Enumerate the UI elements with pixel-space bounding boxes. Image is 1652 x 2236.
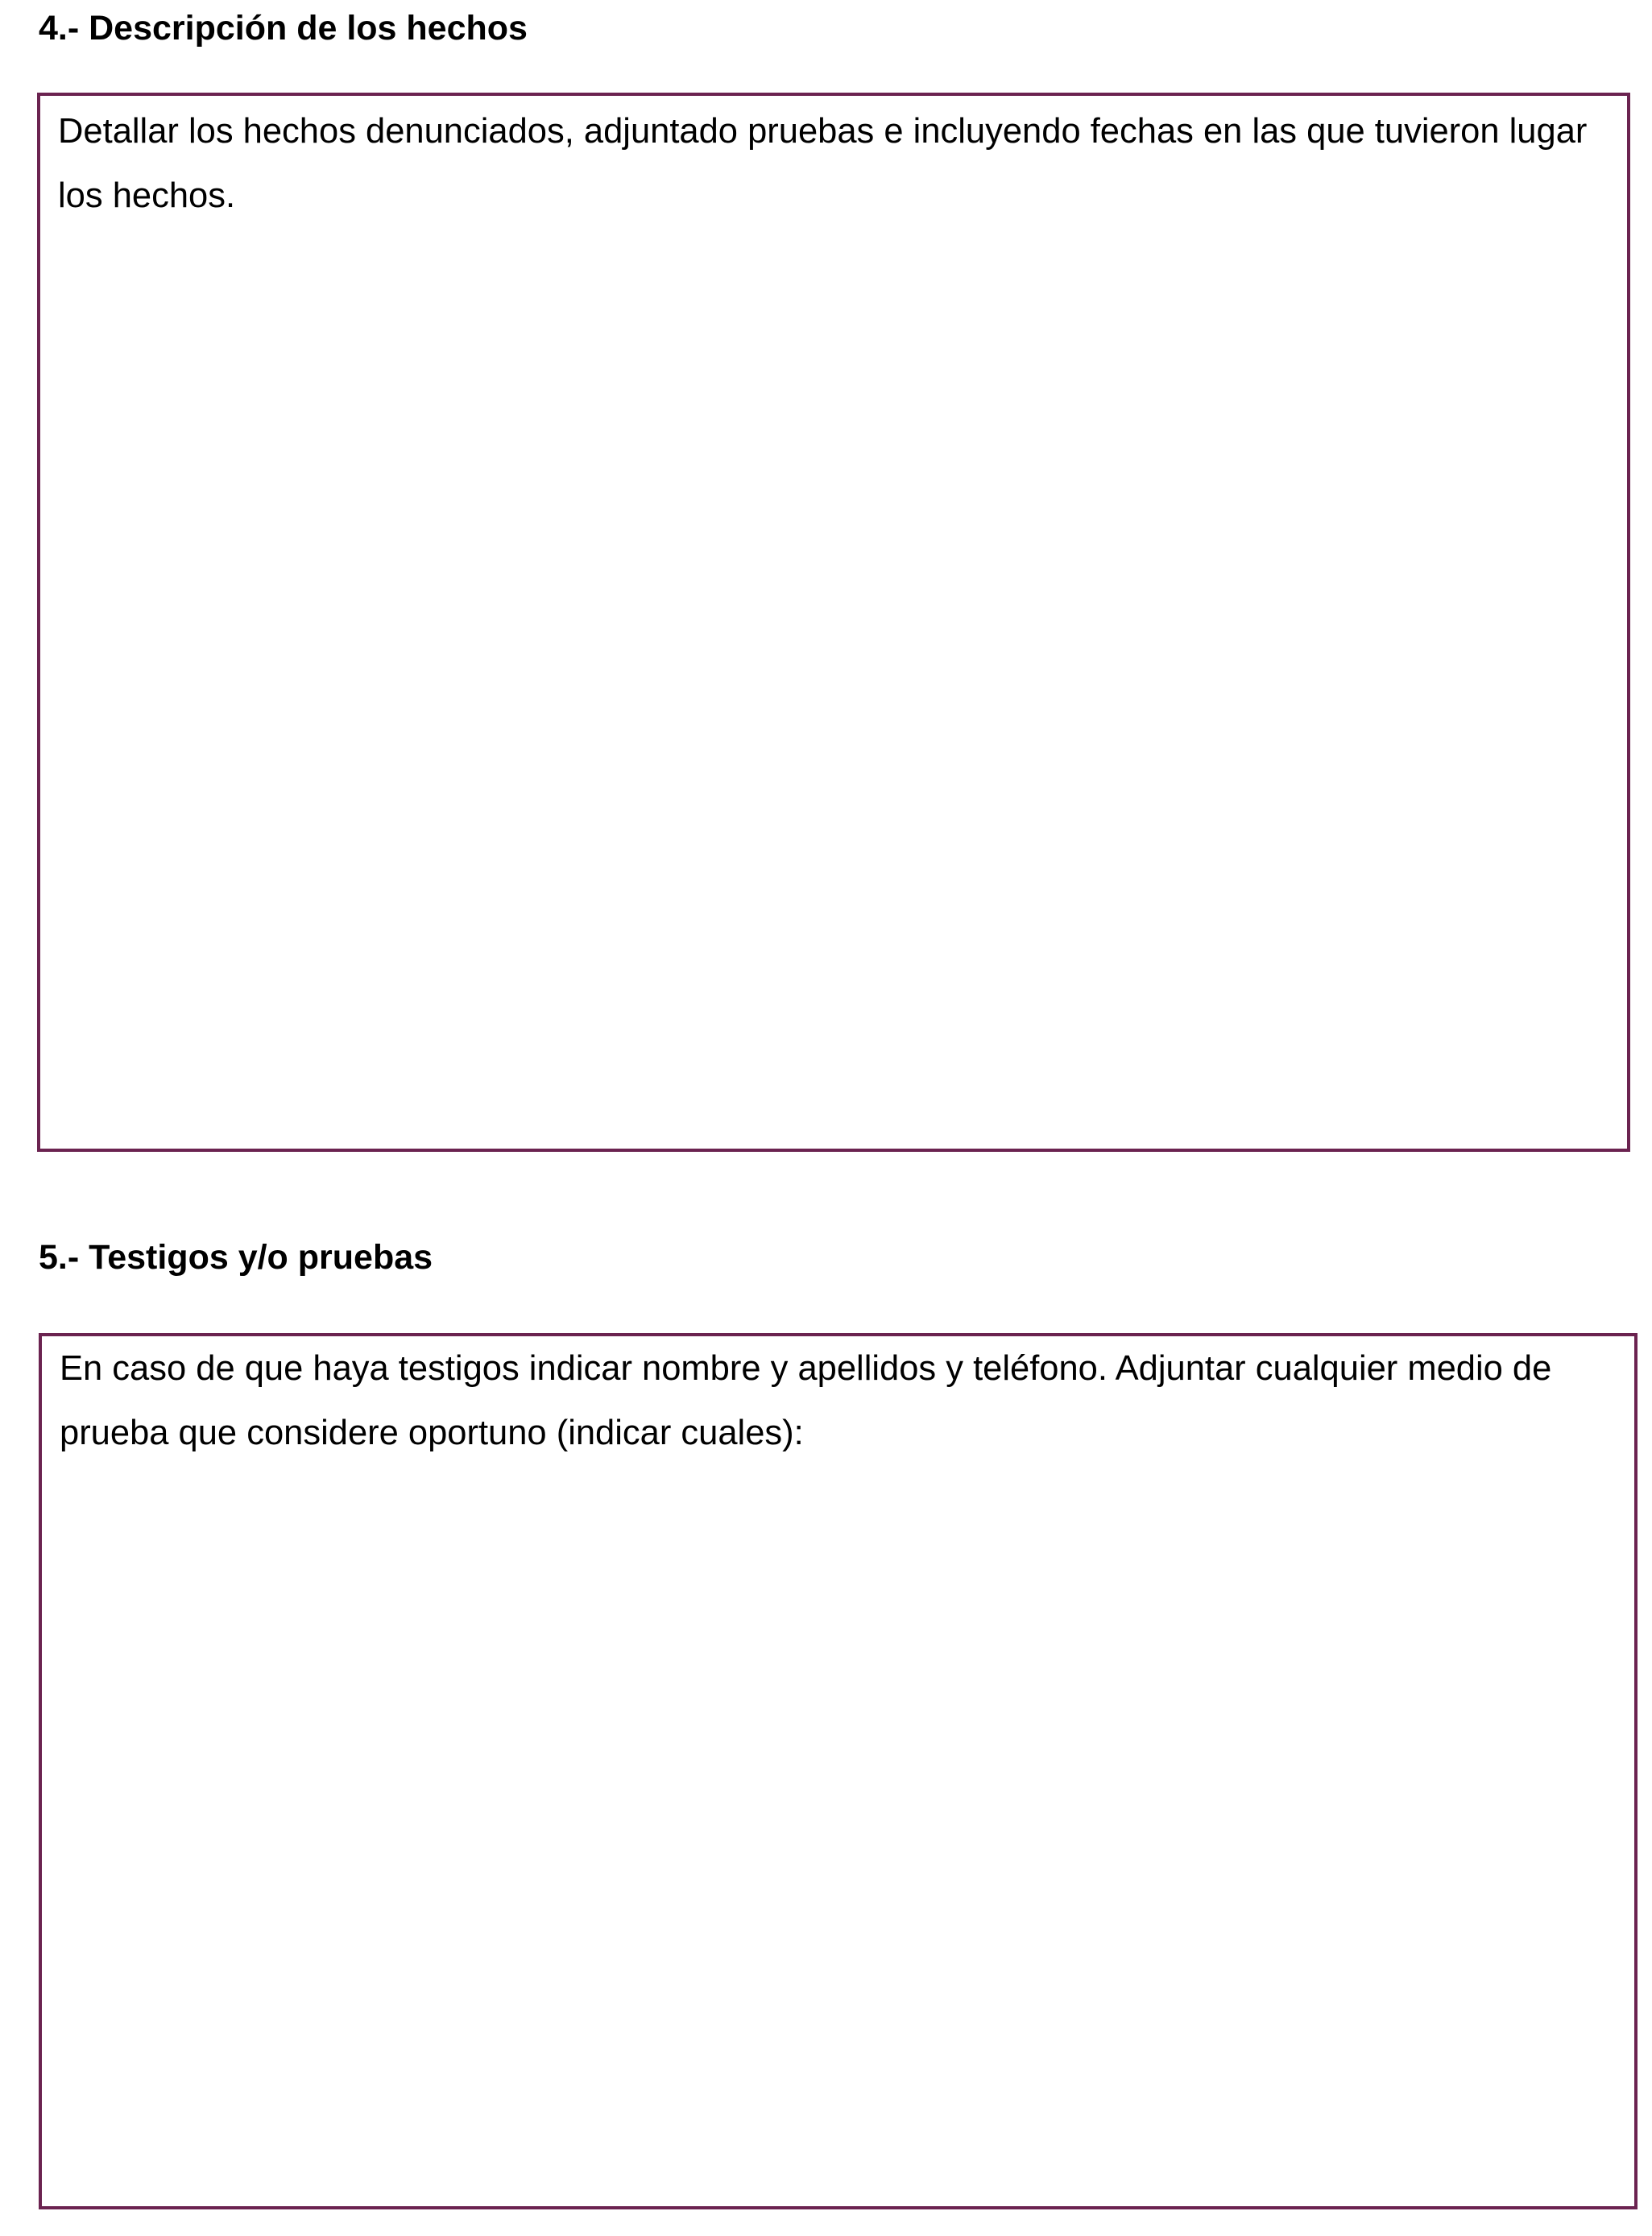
facts-description-answer[interactable] [58,228,1601,389]
facts-description-instruction: Detallar los hechos denunciados, adjuntado pruebas e incluyendo fechas en las que tuvieron lugar los hechos. [58,112,1588,215]
facts-description-box[interactable] [37,93,1630,1152]
witnesses-evidence-instruction: En caso de que haya testigos indicar nombre y apellidos y teléfono. Adjuntar cualquier medio de prueba que considere oportuno (indicar cuales): [60,1349,1552,1452]
witnesses-evidence-answer[interactable] [60,1465,1610,1626]
section-5-heading: 5.- Testigos y/o pruebas [39,1238,433,1277]
witnesses-evidence-box[interactable] [39,1333,1638,2209]
section-4-heading: 4.- Descripción de los hechos [39,9,528,48]
